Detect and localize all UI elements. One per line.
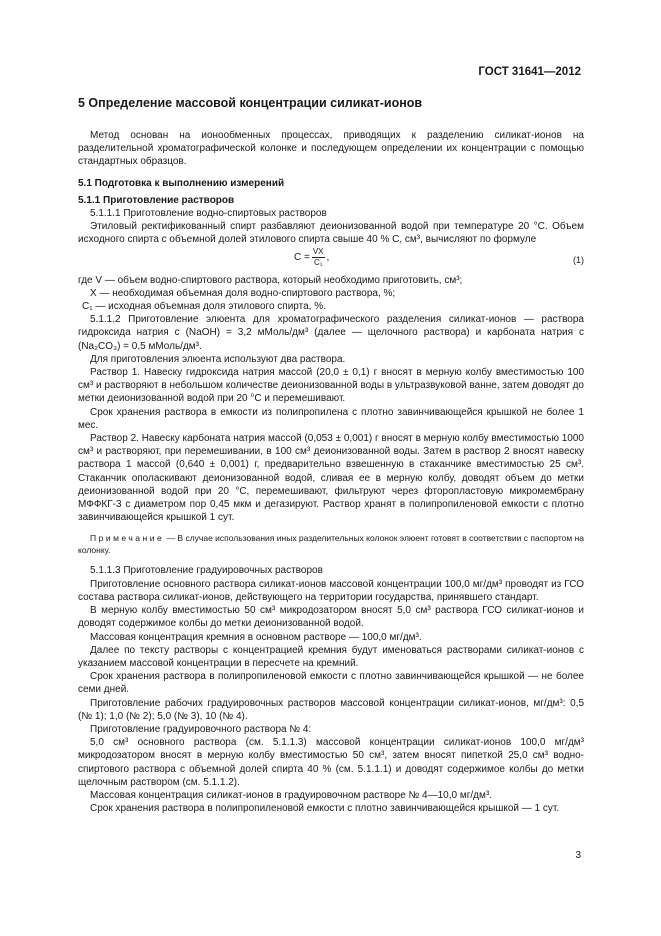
- subsection-5-1-1-3-paragraph: Массовая концентрация силикат-ионов в градуировочном растворе № 4—10,0 мг/дм³.: [90, 789, 492, 801]
- subsection-5-1-1-2-paragraph: 5.1.1.2 Приготовление элюента для хроматографического разделения силикат-ионов — раствора гидроксида натрия c (NaOH) = 3,2 мМоль/дм³ (далее — щелочного раствора) и карбоната натрия c (Na₂CO₃) = 0,5 мМоль/дм³.: [78, 314, 584, 352]
- subsection-5-1-1-3-paragraph: Приготовление рабочих градуировочных растворов массовой концентрации силикат-ионов, мг/дм³: 0,5 (№ 1); 1,0 (№ 2); 5,0 (№ 3), 10 (№ 4).: [78, 697, 584, 722]
- subsection-5-1-1-1-text: Этиловый ректификованный спирт разбавляют деионизованной водой при температуре 20 °С. Объем исходного спирта с объемной долей этилового спирта свыше 40 % C, см³, вычисляют по формуле: [78, 221, 584, 246]
- subsection-5-1-1-3-paragraph: Приготовление основного раствора силикат-ионов массовой концентрации 100,0 мг/дм³ проводят из ГСО состава раствора силикат-ионов, действующего на территории государства, принявшего стандарт.: [78, 578, 584, 603]
- subsection-5-1-1-3-paragraph: В мерную колбу вместимостью 50 см³ микродозатором вносят 5,0 см³ раствора ГСО силикат-ионов и доводят содержимое колбы до метки деионизованной водой.: [78, 605, 584, 630]
- formula-denominator: C₁: [313, 257, 323, 267]
- page-content: [78, 96, 584, 815]
- formula-numerator: VX: [312, 246, 324, 256]
- subsection-5-1-1-3-paragraph: Срок хранения раствора в полипропиленовой емкости с плотно завинчивающейся крышкой — не более семи дней.: [78, 671, 584, 696]
- formula-lhs: C =: [294, 251, 310, 263]
- formula-tail: ,: [326, 251, 330, 263]
- subsection-5-1-1-3-paragraph: Срок хранения раствора в полипропиленовой емкости с плотно завинчивающейся крышкой — 1 сут.: [90, 803, 560, 815]
- formula-1: [78, 247, 584, 274]
- subsection-5-1-1-2-paragraph: Для приготовления элюента используют два раствора.: [90, 353, 346, 365]
- subsection-5-1-1-3-paragraph: 5,0 см³ основного раствора (см. 5.1.1.3) массовой концентрации силикат-ионов 100,0 мг/дм³ микродозатором вносят в мерную колбу вместимостью 50 см³, затем вносят пипеткой 25,0 см³ водно-спиртового раствора с объемной долей спирта 40 % (см. 5.1.1.1) и доводят содержимое колбы до метки щелочным раствором (см. 5.1.1.2).: [78, 737, 584, 788]
- subsection-5-1-1-3-paragraph: Далее по тексту растворы с концентрацией кремния будут именоваться растворами силикат-ионов с указанием массовой концентрации в пересчете на кремний.: [78, 644, 584, 669]
- where-line: C₁ — исходная объемная доля этилового спирта, %.: [82, 301, 326, 313]
- equation-number: (1): [573, 254, 584, 265]
- intro-paragraph: Метод основан на ионообменных процессах, приводящих к разделению силикат-ионов на разделительной хроматографической колонке и последующем определении их концентрации с помощью стандартных образцов.: [78, 130, 584, 168]
- where-line: X — необходимая объемная доля водно-спиртового раствора, %;: [90, 287, 396, 299]
- note-label: Примечание: [90, 533, 165, 544]
- subsection-5-1-1-1-title: 5.1.1.1 Приготовление водно-спиртовых растворов: [90, 208, 327, 220]
- page-number: 3: [575, 850, 581, 861]
- document-code: ГОСТ 31641—2012: [478, 66, 581, 78]
- subsection-5-1-1-title: 5.1.1 Приготовление растворов: [78, 194, 235, 206]
- subsection-5-1-1-2-paragraph: Раствор 2. Навеску карбоната натрия массой (0,053 ± 0,001) г вносят в мерную колбу вместимостью 1000 см³ и растворяют, при перемешивании, в 100 см³ деионизованной воды. Затем в раствор 2 вносят навеску раствора 1 массой (0,640 ± 0,001) г, предварительно взвешенную в стаканчике вместимостью 25 см³. Стаканчик ополаскивают деионизованной водой, сливая ее в мерную колбу, доводят объем до метки деионизованной водой при 20 °С, перемешивают, фильтруют через фторопластовую микромембрану МФФКГ-3 с диаметром пор 0,45 мкм и дегазируют. Раствор хранят в полипропиленовой емкости с плотно завинчивающейся крышкой 1 сут.: [78, 433, 584, 524]
- subsection-5-1-title: 5.1 Подготовка к выполнению измерений: [78, 177, 285, 189]
- note-text: — В случае использования иных разделительных колонок элюент готовят в соответствии с паспортом на колонку.: [78, 533, 584, 556]
- where-line: где V — объем водно-спиртового раствора, который необходимо приготовить, см³;: [78, 274, 463, 286]
- subsection-5-1-1-3-paragraph: Массовая концентрация кремния в основном растворе — 100,0 мг/дм³.: [90, 631, 422, 643]
- note: [78, 532, 584, 556]
- subsection-5-1-1-3-paragraph: Приготовление градуировочного раствора № 4:: [90, 723, 312, 735]
- subsection-5-1-1-2-paragraph: Раствор 1. Навеску гидроксида натрия массой (20,0 ± 0,1) г вносят в мерную колбу вместимостью 100 см³ и растворяют в небольшом количестве деионизованной воды в ультразвуковой ванне, затем доводят до метки деионизованной водой при 20 °С и перемешивают.: [78, 367, 584, 405]
- subsection-5-1-1-3-paragraph: 5.1.1.3 Приготовление градуировочных растворов: [90, 565, 323, 577]
- section-title: 5 Определение массовой концентрации силикат-ионов: [78, 96, 423, 110]
- subsection-5-1-1-2-paragraph: Срок хранения раствора в емкости из полипропилена с плотно завинчивающейся крышкой не более 1 мес.: [78, 406, 584, 431]
